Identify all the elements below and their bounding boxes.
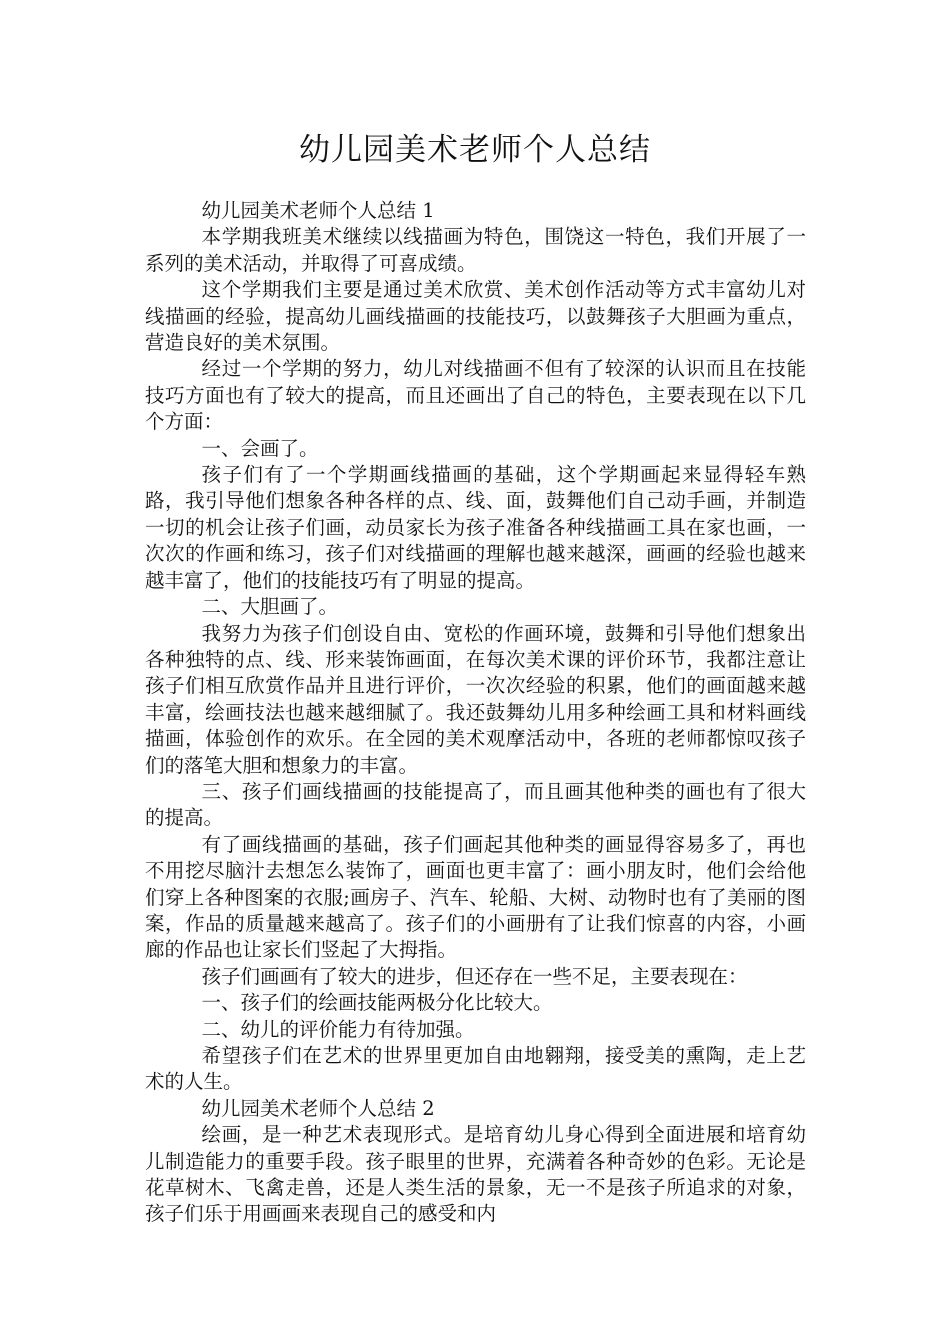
section-heading: 幼儿园美术老师个人总结 1 [201, 199, 435, 222]
paragraph: 这个学期我们主要是通过美术欣赏、美术创作活动等方式丰富幼儿对线描画的经验，提高幼儿画线描画的技能技巧，以鼓舞孩子大胆画为重点，营造良好的美术氛围。 [145, 278, 806, 355]
document-title: 幼儿园美术老师个人总结 [299, 132, 651, 168]
document-body [145, 198, 806, 1228]
paragraph: 绘画，是一种艺术表现形式。是培育幼儿身心得到全面进展和培育幼儿制造能力的重要手段。孩子眼里的世界，充满着各种奇妙的色彩。无论是花草树木、飞禽走兽，还是人类生活的景象，无一不是孩子所追求的对象，孩子们乐于用画画来表现自己的感受和内 [145, 1123, 806, 1226]
paragraph: 孩子们画画有了较大的进步，但还存在一些不足，主要表现在： [201, 964, 748, 988]
list-item: 二、幼儿的评价能力有待加强。 [201, 1017, 475, 1041]
paragraph: 有了画线描画的基础，孩子们画起其他种类的画显得容易多了，再也不用挖尽脑汁去想怎么装饰了，画面也更丰富了：画小朋友时，他们会给他们穿上各种图案的衣服;画房子、汽车、轮船、大树、动物时也有了美丽的图案，作品的质量越来越高了。孩子们的小画册有了让我们惊喜的内容，小画廊的作品也让家长们竖起了大拇指。 [145, 832, 806, 962]
subheading: 三、孩子们画线描画的技能提高了，而且画其他种类的画也有了很大的提高。 [145, 779, 806, 830]
paragraph: 本学期我班美术继续以线描画为特色，围饶这一特色，我们开展了一系列的美术活动，并取得了可喜成绩。 [145, 225, 806, 275]
list-item: 一、孩子们的绘画技能两极分化比较大。 [201, 991, 553, 1015]
subheading: 一、会画了。 [201, 436, 319, 460]
paragraph: 经过一个学期的努力，幼儿对线描画不但有了较深的认识而且在技能技巧方面也有了较大的提高，而且还画出了自己的特色，主要表现在以下几个方面： [145, 357, 806, 434]
paragraph: 我努力为孩子们创设自由、宽松的作画环境，鼓舞和引导他们想象出各种独特的点、线、形来装饰画面，在每次美术课的评价环节，我都注意让孩子们相互欣赏作品并且进行评价，一次次经验的积累，他们的画面越来越丰富，绘画技法也越来越细腻了。我还鼓舞幼儿用多种绘画工具和材料画线描画，体验创作的欢乐。在全园的美术观摩活动中，各班的老师都惊叹孩子们的落笔大胆和想象力的丰富。 [145, 621, 806, 777]
paragraph: 孩子们有了一个学期画线描画的基础，这个学期画起来显得轻车熟路，我引导他们想象各种各样的点、线、面，鼓舞他们自己动手画，并制造一切的机会让孩子们画，动员家长为孩子准备各种线描画工具在家也画，一次次的作画和练习，孩子们对线描画的理解也越来越深，画画的经验也越来越丰富了，他们的技能技巧有了明显的提高。 [145, 463, 806, 592]
subheading: 二、大胆画了。 [201, 595, 339, 619]
section-heading: 幼儿园美术老师个人总结 2 [201, 1096, 435, 1120]
paragraph: 希望孩子们在艺术的世界里更加自由地翱翔，接受美的熏陶，走上艺术的人生。 [145, 1044, 806, 1094]
